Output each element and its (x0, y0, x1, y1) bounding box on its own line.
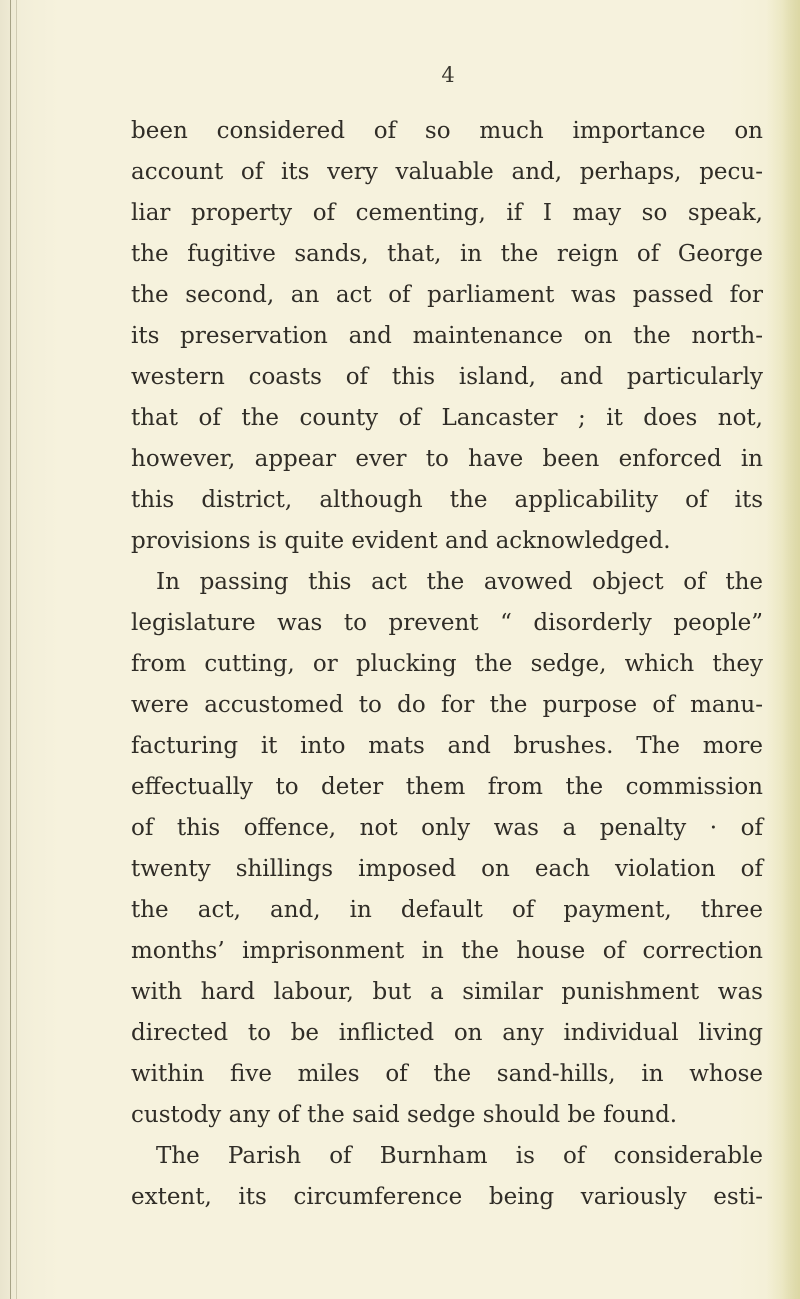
binding-edge-line-secondary (16, 0, 17, 1299)
text-line: The Parish of Burnham is of considerable (156, 1143, 763, 1169)
text-line: extent, its circumference being variously esti- (131, 1184, 763, 1210)
text-line: In passing this act the avowed object of the (156, 569, 763, 595)
text-line: that of the county of Lancaster ; it does not, (131, 405, 763, 431)
text-line: liar property of cementing, if I may so speak, (131, 200, 763, 226)
text-line: account of its very valuable and, perhaps, pecu- (131, 159, 763, 185)
text-line: the second, an act of parliament was passed for (131, 282, 763, 308)
text-line: directed to be inflicted on any individual living (131, 1020, 763, 1046)
binding-edge-line (10, 0, 11, 1299)
text-line: the fugitive sands, that, in the reign of George (131, 241, 763, 267)
page-body-text (131, 111, 763, 1218)
text-line: facturing it into mats and brushes. The more (131, 733, 763, 759)
text-line: the act, and, in default of payment, three (131, 897, 763, 923)
text-line: its preservation and maintenance on the north- (131, 323, 763, 349)
page-number: 4 (441, 63, 455, 87)
text-line: effectually to deter them from the commission (131, 774, 763, 800)
text-line: months’ imprisonment in the house of correction (131, 938, 763, 964)
text-line: been considered of so much importance on (131, 118, 763, 144)
text-line: from cutting, or plucking the sedge, which they (131, 651, 763, 677)
text-line: custody any of the said sedge should be found. (131, 1102, 678, 1128)
text-line: provisions is quite evident and acknowledged. (131, 528, 671, 554)
text-line: of this offence, not only was a penalty · of (131, 815, 763, 841)
text-line: twenty shillings imposed on each violation of (131, 856, 763, 882)
page-edge-shade (766, 0, 800, 1299)
text-line: legislature was to prevent “ disorderly people” (131, 610, 763, 636)
text-line: with hard labour, but a similar punishment was (131, 979, 763, 1005)
text-line: western coasts of this island, and particularly (131, 364, 763, 390)
text-line: this district, although the applicability of its (131, 487, 763, 513)
text-line: within five miles of the sand-hills, in whose (131, 1061, 763, 1087)
text-line: however, appear ever to have been enforced in (131, 446, 763, 472)
text-line: were accustomed to do for the purpose of manu- (131, 692, 763, 718)
